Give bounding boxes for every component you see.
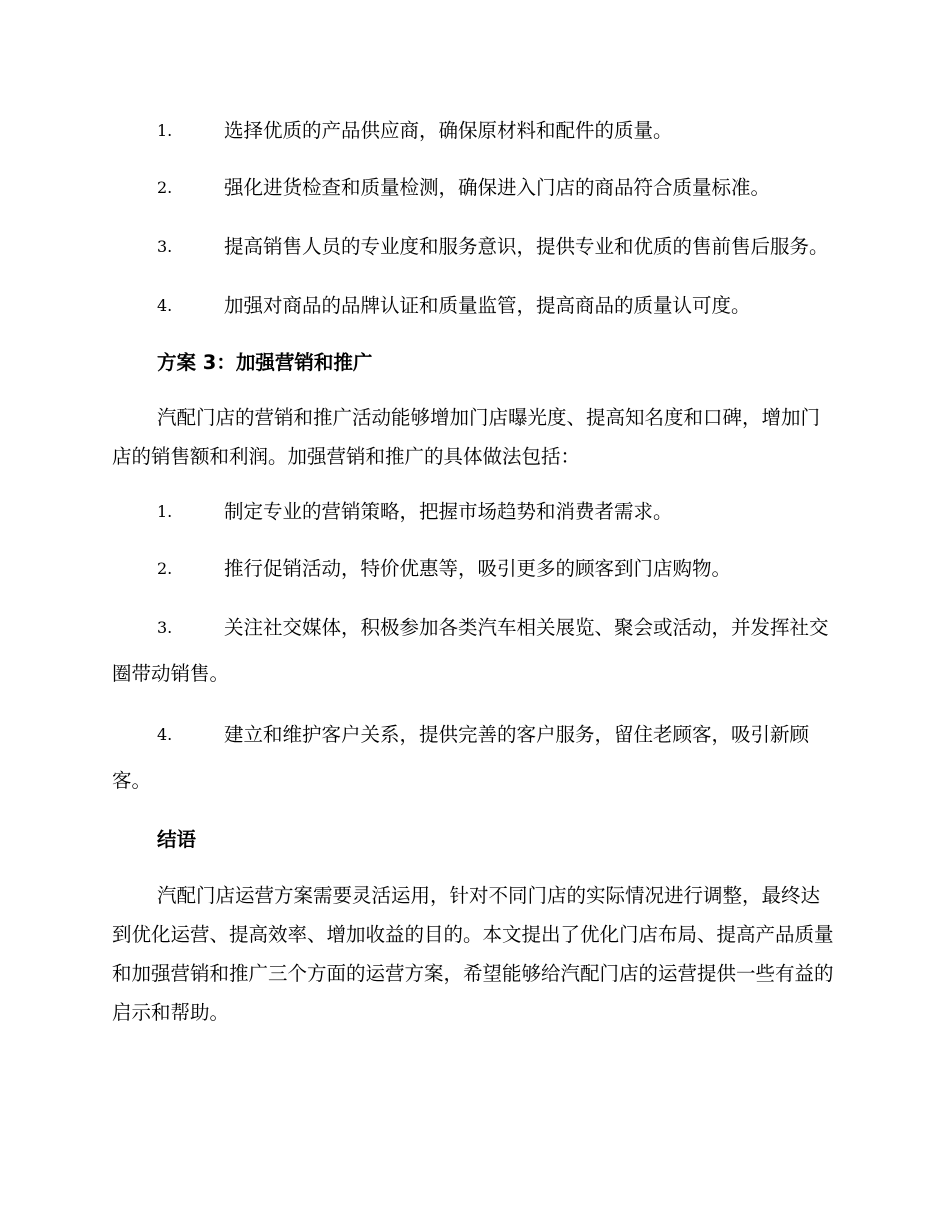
list-item-text: 推行促销活动，特价优惠等，吸引更多的顾客到门店购物。: [224, 557, 732, 580]
list-item: [112, 548, 834, 590]
list-number: 2.: [157, 559, 173, 578]
list-item-text: 制定专业的营销策略，把握市场趋势和消费者需求。: [224, 500, 673, 523]
list-item-text: 加强对商品的品牌认证和质量监管，提高商品的质量认可度。: [224, 294, 751, 317]
list-item: [112, 491, 834, 533]
section-heading: 方案 3：加强营销和推广: [157, 351, 373, 374]
list-number: 4.: [157, 725, 173, 744]
list-item: [112, 605, 834, 697]
conclusion-heading: 结语: [157, 828, 197, 851]
section-intro-paragraph: 汽配门店的营销和推广活动能够增加门店曝光度、提高知名度和口碑，增加门店的销售额和利润。加强营销和推广的具体做法包括：: [112, 406, 821, 468]
list-item-text: 强化进货检查和质量检测，确保进入门店的商品符合质量标准。: [224, 176, 771, 199]
list-number: 3.: [157, 618, 173, 637]
list-item-text: 关注社交媒体，积极参加各类汽车相关展览、聚会或活动，并发挥社交圈带动销售。: [112, 616, 829, 685]
list-item: [112, 285, 834, 327]
list-number: 1.: [157, 502, 173, 521]
list-item-text: 提高销售人员的专业度和服务意识，提供专业和优质的售前售后服务。: [224, 235, 829, 258]
document-content: [112, 110, 834, 1047]
list-item: [112, 110, 834, 152]
list-item: [112, 224, 834, 270]
list-number: 3.: [157, 237, 173, 256]
list-number: 2.: [157, 178, 173, 197]
list-item-text: 选择优质的产品供应商，确保原材料和配件的质量。: [224, 119, 673, 142]
list-item: [112, 167, 834, 209]
list-item-text: 建立和维护客户关系，提供完善的客户服务，留住老顾客，吸引新顾客。: [112, 723, 810, 792]
list-item: [112, 712, 834, 804]
list-number: 1.: [157, 121, 173, 140]
list-number: 4.: [157, 296, 173, 315]
conclusion-paragraph: 汽配门店运营方案需要灵活运用，针对不同门店的实际情况进行调整，最终达到优化运营、提高效率、增加收益的目的。本文提出了优化门店布局、提高产品质量和加强营销和推广三个方面的运营方案，希望能够给汽配门店的运营提供一些有益的启示和帮助。: [112, 884, 834, 1024]
